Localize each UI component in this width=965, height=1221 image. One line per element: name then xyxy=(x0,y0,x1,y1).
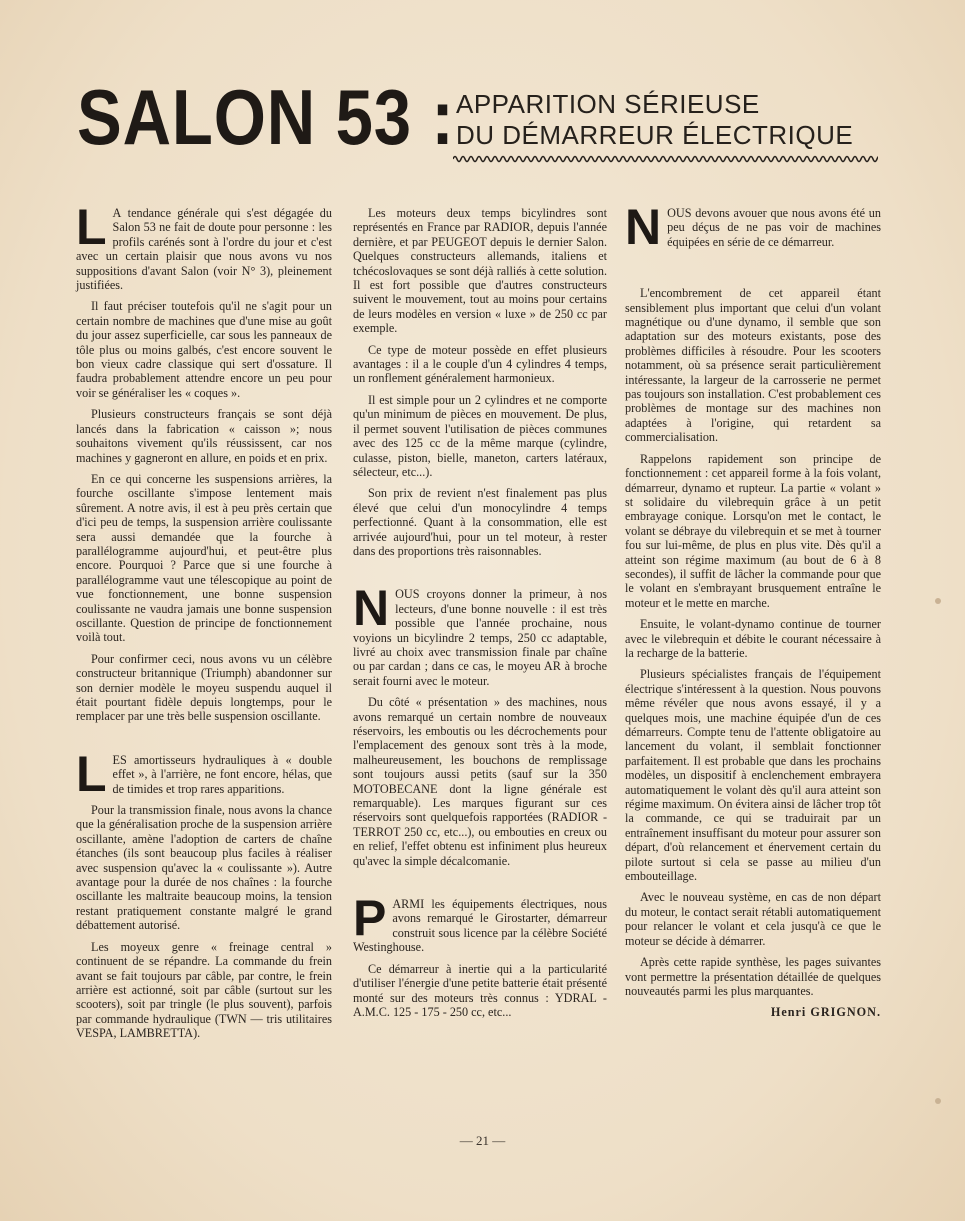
paragraph: Il faut préciser toutefois qu'il ne s'agit pour un certain nombre de machines que d'une mise au goût du jour assez superficielle, car sous les panneaux de tôle plus ou moins galbés, c'est encore souvent le bon vieux cadre classique qui sert d'ossature. Il faudra probablement attendre encore un peu pour voir se généraliser les « coques ». xyxy=(76,299,332,400)
section-opening-paragraph: NOUS croyons donner la primeur, à nos lecteurs, d'une bonne nouvelle : il est très possible que l'année prochaine, nous voyions un bicylindre 2 temps, 250 cc adaptable, livré au choix avec transmission finale par chaîne ou par cardan ; dans ce cas, le moyeu AR à broche serait fourni avec le moteur. xyxy=(353,580,607,688)
subheadline-line-2: DU DÉMARREUR ÉLECTRIQUE xyxy=(456,120,854,150)
article-column-2 xyxy=(353,206,607,1026)
section-opening-paragraph: PARMI les équipements électriques, nous avons remarqué le Girostarter, démarreur construit sous licence par la célèbre Société Westinghouse. xyxy=(353,890,607,955)
section-opening-paragraph: L A tendance générale qui s'est dégagée du Salon 53 ne fait de doute pour personne : les profils carénés sont à l'ordre du jour et c'est avec un certain plaisir que nous avons vu nos suppositions d'avant Salon (voir N° 3), pleinement justifiées. xyxy=(76,199,332,293)
page-number: — 21 — xyxy=(459,1133,506,1148)
paragraph: Après cette rapide synthèse, les pages suivantes vont permettre la présentation détaillée de quelques nouveautés parmi les plus marquantes. xyxy=(625,955,881,998)
headline: SALON 53 : xyxy=(77,73,455,161)
paragraph: En ce qui concerne les suspensions arrières, la fourche oscillante s'impose lentement mais sûrement. A notre avis, il est à peu près certain que d'ici peu de temps, la suspension arrière coulissante sera aussi demandée que la fourche à parallélogramme aujourd'hui, et peut-être plus encore. Pourquoi ? Parce que si une fourche à parallélogramme vaut une télescopique au point de vue fonctionnement, une bonne suspension coulissante ne vaudra jamais une bonne suspension oscillante. Question de principe de fonctionnement voilà tout. xyxy=(76,471,332,645)
paragraph: L'encombrement de cet appareil étant sensiblement plus important que celui d'un volant magnétique ou d'une dynamo, il semble que son adaptation sur des moteurs existants, pose des problèmes difficiles à résoudre. Pour les scooters notamment, où sa présence serait particulièrement intéressante, la largeur de la carrosserie ne permet pas toujours son installation. C'est probablement ces problèmes de montage sur des machines non adaptées à l'origine, qui retardent sa commercialisation. xyxy=(625,286,881,445)
paragraph: Avec le nouveau système, en cas de non départ du moteur, le contact serait rétabli automatiquement pour relancer le volant et cela jusqu'à ce que le moteur se décide à démarrer. xyxy=(625,890,881,948)
wavy-rule-ornament xyxy=(453,152,878,166)
subheadline xyxy=(456,89,853,151)
article-column-1 xyxy=(76,199,332,1048)
paragraph: Plusieurs constructeurs français se sont déjà lancés dans la fabrication « caisson »; nous souhaitons vivement qu'ils réussissent, car nos machines y gagneront en allure, en poids et en prix. xyxy=(76,407,332,465)
paragraph: Ensuite, le volant-dynamo continue de tourner avec le vilebrequin et débite le courant nécessaire à la recharge de la batterie. xyxy=(625,617,881,660)
drop-cap: L xyxy=(76,199,107,255)
binding-hole xyxy=(935,598,941,604)
drop-cap: N xyxy=(625,199,662,255)
subheadline-line-1: APPARITION SÉRIEUSE xyxy=(456,89,760,119)
paragraph: Son prix de revient n'est finalement pas plus élevé que celui d'un monocylindre 4 temps perfectionné. Quant à la consommation, elle est arrivée aujourd'hui, pour un tel moteur, à rester dans des proportions très raisonnables. xyxy=(353,486,607,558)
section-spacer xyxy=(353,565,607,587)
paragraph: Ce type de moteur possède en effet plusieurs avantages : il a le couple d'un 4 cylindres 4 temps, un ronflement généralement harmonieux. xyxy=(353,342,607,386)
section-spacer xyxy=(76,731,332,753)
binding-hole xyxy=(935,1098,941,1104)
drop-cap: P xyxy=(353,890,387,947)
article-column-3 xyxy=(625,199,881,1020)
paragraph: Il est simple pour un 2 cylindres et ne comporte qu'un minimum de pièces en mouvement. De plus, il permet souvent l'utilisation de pièces communes avec des 125 cc de la même marque (cylindre, culasse, piston, bielle, maneton, carters latéraux, sélecteur, etc...). xyxy=(353,392,607,479)
paragraph: Plusieurs spécialistes français de l'équipement électrique s'intéressent à la question. Nous pouvons même révéler que nous avons essayé, il y a quelques mois, une machine équipée d'un de ces démarreurs. Compte tenu de l'attente obligatoire au lancement du volant, il semblait fonctionner parfaitement. Il est probable que dans les prochains modèles, un dispositif à enclenchement embrayera automatiquement le volant dès qu'il aura atteint son régime maximum. On évitera ainsi de lâcher trop tôt la commande, ce qui se traduirait par un entraînement insuffisant du moteur pour assurer son départ, d'où relancement et énervement certain du pilote surtout si cela se passe au milieu d'un embouteillage. xyxy=(625,667,881,884)
paragraph: Pour la transmission finale, nous avons la chance que la généralisation proche de la suspension arrière oscillante, amène l'adoption de carters de chaîne étanches (ils sont beaucoup plus faciles à réaliser avec suspension qu'avec la « coulissante »). Autre avantage pour la durée de nos chaînes : la fourche oscillante les maltraite beaucoup moins, la tension restant pratiquement constante malgré le grand débattement autorisé. xyxy=(76,803,332,933)
drop-cap: N xyxy=(353,580,390,637)
masthead xyxy=(0,0,965,180)
paragraph: Pour confirmer ceci, nous avons vu un célèbre constructeur britannique (Triumph) abandonner sur son dernier modèle le moyeu suspendu auquel il était pourtant fidèle depuis longtemps, pour le remplacer par une très belle suspension oscillante. xyxy=(76,651,332,724)
author-signature: Henri GRIGNON. xyxy=(770,1005,881,1020)
paragraph: Les moyeux genre « freinage central » continuent de se répandre. La commande du frein avant se fait toujours par câble, par contre, le frein arrière est actionné, soit par câble (surtout sur les scooters), soit par tringle (le plus souvent), parfois par commande hydraulique (TWN — tris utilitaires VESPA, LAMBRETTA). xyxy=(76,939,332,1041)
drop-cap: L xyxy=(76,745,107,802)
paragraph: Du côté « présentation » des machines, nous avons remarqué un certain nombre de nouveaux réservoirs, les emboutis ou les décrochements pour l'emplacement des genoux sont très à la mode, malheureusement, les bouchons de remplissage sont toujours aussi petits (sauf sur la 350 MOTOBECANE dont la ligne générale est remarquable). Les marques figurant sur ces réservoirs sont quelquefois rapportées (RADIOR - TERROT 250 cc, etc...), ou embouties en creux ou en relief, l'effet obtenu est infiniment plus heureux qu'avec la simple décalcomanie. xyxy=(353,695,607,868)
paragraph: Rappelons rapidement son principe de fonctionnement : cet appareil forme à la fois volant, démarreur, dynamo et rupteur. La partie « volant » st solidaire du vilebrequin grâce à un petit embrayage conique. Lorsqu'on met le contact, le volant se débraye du vilebrequin et se met à tourner fou sur lui-même, de plus en plus vite. Dès qu'il a atteint son régime maximum (au bout de 6 à 8 secondes), il suffit de lâcher la commande pour que le volant en s'embrayant brusquement entraîne le moteur et le mette en marche. xyxy=(625,451,881,610)
section-opening-paragraph: LES amortisseurs hydrauliques à « double effet », à l'arrière, ne font encore, hélas, que de timides et trop rares apparitions. xyxy=(76,745,332,802)
paragraph: Les moteurs deux temps bicylindres sont représentés en France par RADIOR, depuis l'année dernière, et par PEUGEOT depuis le dernier Salon. Quelques constructeurs allemands, italiens et tchécoslovaques se sont déjà ralliés à cette solution. Il est fort possible que d'autres constructeurs suivent le mouvement, tout au moins pour certains de leurs modèles en version « luxe » de 250 cc par exemple. xyxy=(353,206,607,336)
section-opening-paragraph: NOUS devons avouer que nous avons été un peu déçus de ne pas voir de machines équipées en série de ce démarreur. xyxy=(625,199,881,255)
paragraph: Ce démarreur à inertie qui a la particularité d'utiliser l'énergie d'une petite batterie était présenté monté sur des moteurs très connus : YDRAL - A.M.C. 125 - 175 - 250 cc, etc... xyxy=(353,961,607,1019)
section-spacer xyxy=(353,875,607,897)
section-spacer xyxy=(625,256,881,286)
